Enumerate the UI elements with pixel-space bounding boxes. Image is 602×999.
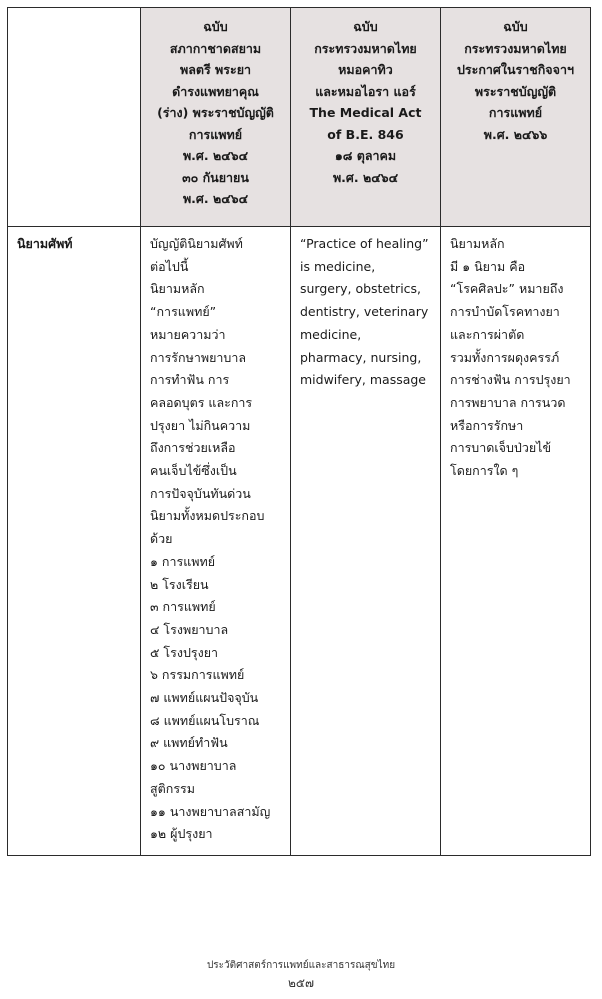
header-line: การแพทย์ <box>488 105 543 120</box>
cell-text-line: คนเจ็บไข้ซึ่งเป็น <box>150 463 237 479</box>
header-line: The Medical Act <box>309 105 422 120</box>
header-line: และหมอไอรา แอร์ <box>315 83 416 99</box>
header-line: ฉบับ <box>353 19 378 34</box>
header-line: สภากาชาดสยาม <box>169 40 262 56</box>
header-corner-cell <box>8 8 141 227</box>
header-line: ๓๐ กันยายน <box>182 169 249 185</box>
cell-text-line: ๗ แพทย์แผนปัจจุบัน <box>150 690 259 706</box>
header-line: ๑๘ ตุลาคม <box>334 148 397 163</box>
cell-text-line: ๙ แพทย์ทำฟัน <box>150 735 228 751</box>
header-row <box>8 8 591 227</box>
header-line: พระราชบัญญัติ <box>474 83 557 99</box>
cell-text-line: การช่างฟัน การปรุงยา <box>450 372 571 388</box>
cell-text-line: การบำบัดโรคทางยา <box>450 304 560 320</box>
cell-text-line: การทำฟัน การ <box>150 372 230 388</box>
cell-text-line: การพยาบาล การนวด <box>450 394 566 410</box>
header-line: หมอคาทิว <box>338 62 393 77</box>
cell-text-line: ๑ การแพทย์ <box>150 553 216 569</box>
cell-text-line: ๘ แพทย์แผนโบราณ <box>150 712 260 728</box>
cell-text-line: “Practice of healing” <box>300 236 429 251</box>
cell-text-line: ๔ โรงพยาบาล <box>150 621 229 637</box>
header-interior-medical-act <box>291 8 441 227</box>
page-number: ๒๕๗ <box>287 976 314 990</box>
header-line: (ร่าง) พระราชบัญญัติ <box>157 105 274 120</box>
header-line: of B.E. 846 <box>327 126 404 142</box>
cell-text-line: ๖ กรรมการแพทย์ <box>150 667 245 683</box>
row-term-definitions: นิยามศัพท์ <box>8 227 141 856</box>
cell-text-line: is medicine, <box>300 258 376 274</box>
header-interior-gazette <box>441 8 591 227</box>
cell-text-line: การรักษาพยาบาล <box>150 349 247 365</box>
cell-text-line: ถึงการช่วยเหลือ <box>150 440 236 456</box>
cell-text-line: และการผ่าตัด <box>450 326 525 342</box>
header-line: การแพทย์ <box>188 126 243 142</box>
cell-text-line: ๑๑ นางพยาบาลสามัญ <box>150 803 271 819</box>
cell-text-line: นิยามหลัก <box>450 236 505 251</box>
cell-text-line: ด้วย <box>150 531 173 547</box>
comparison-table <box>7 7 591 856</box>
cell-text-line: medicine, <box>300 326 362 342</box>
cell-text-line: รวมทั้งการผดุงครรภ์ <box>450 349 560 365</box>
cell-text-line: โดยการใด ๆ <box>450 463 519 479</box>
header-line: พ.ศ. ๒๔๖๔ <box>182 148 249 163</box>
cell-text-line: การปัจจุบันทันด่วน <box>150 485 251 501</box>
cell-text-line: ๒ โรงเรียน <box>150 576 209 592</box>
cell-text-line: ๑๒ ผู้ปรุงยา <box>150 826 213 842</box>
header-red-cross-draft <box>141 8 291 227</box>
cell-text-line: คลอดบุตร และการ <box>150 394 253 410</box>
cell-text-line: midwifery, massage <box>300 372 427 388</box>
cell-text-line: “โรคศิลปะ” หมายถึง <box>450 281 564 297</box>
header-line: กระทรวงมหาดไทย <box>464 40 567 56</box>
header-line: ฉบับ <box>203 19 228 34</box>
cell-text-line: ๑๐ นางพยาบาล <box>150 758 237 774</box>
cell-gazette-definitions <box>441 227 591 856</box>
cell-text-line: “การแพทย์” <box>150 304 217 320</box>
cell-text-line: ๓ การแพทย์ <box>150 599 216 615</box>
cell-text-line: หมายความว่า <box>150 326 226 342</box>
definition-row <box>8 227 591 856</box>
header-line: พ.ศ. ๒๔๖๔ <box>332 169 399 185</box>
cell-text-line: นิยามหลัก <box>150 281 205 297</box>
cell-medical-act-definitions <box>291 227 441 856</box>
cell-text-line: ปรุงยา ไม่กินความ <box>150 417 251 433</box>
header-line: พ.ศ. ๒๔๖๔ <box>182 191 249 206</box>
header-line: พ.ศ. ๒๔๖๖ <box>483 126 548 142</box>
cell-text-line: นิยามทั้งหมดประกอบ <box>150 508 265 524</box>
cell-text-line: การบาดเจ็บป่วยไข้ <box>450 440 552 456</box>
cell-text-line: มี ๑ นิยาม คือ <box>450 258 526 274</box>
cell-text-line: pharmacy, nursing, <box>300 349 422 365</box>
cell-text-line: ต่อไปนี้ <box>150 258 189 274</box>
cell-text-line: surgery, obstetrics, <box>300 281 422 297</box>
header-line: กระทรวงมหาดไทย <box>314 40 417 56</box>
header-line: พลตรี พระยา <box>179 62 252 77</box>
cell-text-line: หรือการรักษา <box>450 417 524 433</box>
cell-red-cross-draft-definitions <box>141 227 291 856</box>
header-line: ฉบับ <box>503 19 528 34</box>
header-line: ประกาศในราชกิจจาฯ <box>456 62 574 77</box>
cell-text-line: สูติกรรม <box>150 780 195 796</box>
cell-text-line: ๕ โรงปรุงยา <box>150 644 219 660</box>
header-line: ดำรงแพทยาคุณ <box>172 83 259 99</box>
cell-text-line: บัญญัตินิยามศัพท์ <box>150 236 243 251</box>
footer-book-title: ประวัติศาสตร์การแพทย์และสาธารณสุขไทย <box>206 960 396 971</box>
cell-text-line: dentistry, veterinary <box>300 304 429 320</box>
